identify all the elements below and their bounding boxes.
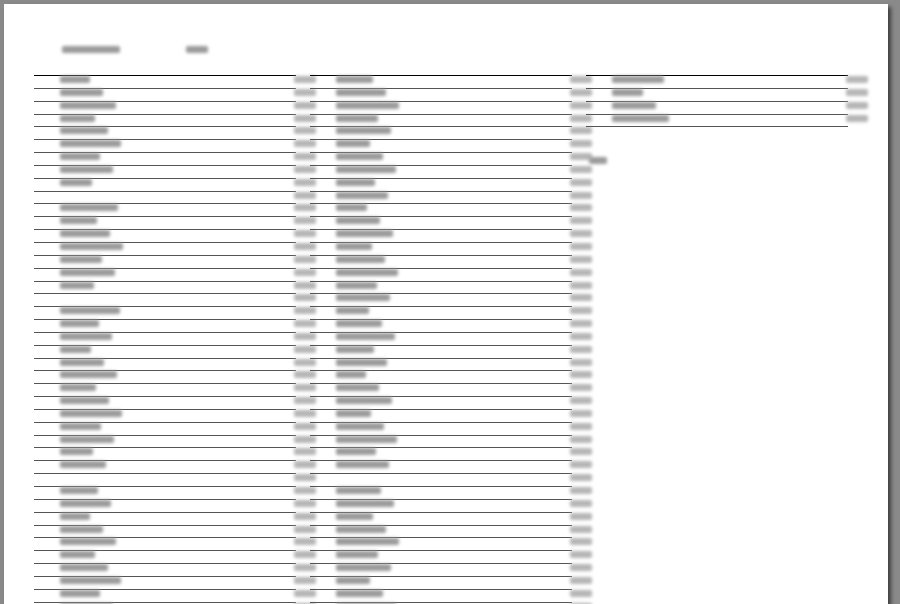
- ledger-row: [34, 346, 296, 359]
- ledger-row: [310, 256, 572, 269]
- ledger-row: [310, 192, 572, 205]
- ledger-row: [310, 538, 572, 551]
- ledger-row: [310, 140, 572, 153]
- ledger-row: [34, 179, 296, 192]
- ledger-row: [34, 564, 296, 577]
- ledger-row: [586, 115, 848, 128]
- ledger-column-1: [34, 61, 296, 604]
- ledger-row: [34, 140, 296, 153]
- ledger-row: [34, 590, 296, 603]
- ledger-row: [310, 577, 572, 590]
- ledger-row: [34, 307, 296, 320]
- ledger-row: [310, 76, 572, 89]
- ledger-row: [34, 204, 296, 217]
- ledger-row: [34, 526, 296, 539]
- ledger-row: [310, 423, 572, 436]
- ledger-row: [310, 333, 572, 346]
- ledger-row: [310, 500, 572, 513]
- ledger-row: [310, 294, 572, 307]
- ledger-row: [310, 461, 572, 474]
- ledger-row: [310, 410, 572, 423]
- ledger-row: [34, 487, 296, 500]
- column-header-row: [34, 61, 296, 76]
- ledger-row: [586, 76, 848, 89]
- ledger-row: [34, 423, 296, 436]
- ledger-row: [34, 76, 296, 89]
- ledger-row: [310, 127, 572, 140]
- ledger-row: [34, 461, 296, 474]
- ledger-row: [310, 384, 572, 397]
- ledger-row: [34, 102, 296, 115]
- ledger-row: [586, 89, 848, 102]
- ledger-row: [310, 371, 572, 384]
- ledger-row: [310, 474, 572, 487]
- ledger-row: [34, 89, 296, 102]
- ledger-row: [34, 115, 296, 128]
- ledger-row: [310, 346, 572, 359]
- ledger-row: [34, 153, 296, 166]
- ledger-row: [310, 307, 572, 320]
- ledger-row: [34, 538, 296, 551]
- ledger-row: [34, 410, 296, 423]
- column-header-row: [586, 61, 848, 76]
- ledger-row: [310, 436, 572, 449]
- ledger-row: [310, 320, 572, 333]
- ledger-row: [34, 359, 296, 372]
- ledger-row: [34, 551, 296, 564]
- ledger-row: [34, 500, 296, 513]
- ledger-row: [310, 269, 572, 282]
- header-redacted-office: [62, 44, 120, 54]
- ledger-row: [34, 269, 296, 282]
- ledger-row: [34, 320, 296, 333]
- ledger-row: [34, 513, 296, 526]
- ledger-row: [310, 551, 572, 564]
- ledger-row: [310, 153, 572, 166]
- ledger-row: [310, 166, 572, 179]
- ledger-row: [34, 333, 296, 346]
- ledger-row: [34, 166, 296, 179]
- ledger-row: [34, 371, 296, 384]
- ledger-column-3: [586, 61, 848, 127]
- ledger-row: [34, 436, 296, 449]
- ledger-row: [310, 397, 572, 410]
- ledger-row: [310, 487, 572, 500]
- report-page: [4, 4, 888, 604]
- ledger-row: [34, 577, 296, 590]
- ledger-row: [310, 102, 572, 115]
- ledger-row: [34, 256, 296, 269]
- ledger-total-row: [586, 153, 842, 167]
- ledger-row: [34, 243, 296, 256]
- ledger-row: [310, 590, 572, 603]
- ledger-row: [310, 204, 572, 217]
- ledger-row: [34, 384, 296, 397]
- ledger-row: [34, 448, 296, 461]
- ledger-row: [310, 513, 572, 526]
- ledger-row: [34, 282, 296, 295]
- ledger-row: [34, 230, 296, 243]
- ledger-row: [310, 115, 572, 128]
- ledger-row: [310, 243, 572, 256]
- ledger-column-2: [310, 61, 572, 604]
- ledger-row: [310, 230, 572, 243]
- ledger-row: [34, 397, 296, 410]
- column-header-row: [310, 61, 572, 76]
- ledger-row: [310, 179, 572, 192]
- ledger-row: [34, 217, 296, 230]
- header-redacted-name: [186, 44, 208, 54]
- ledger-row: [34, 474, 296, 487]
- ledger-row: [34, 127, 296, 140]
- ledger-row: [310, 564, 572, 577]
- ledger-row: [310, 89, 572, 102]
- ledger-row: [310, 359, 572, 372]
- ledger-row: [34, 294, 296, 307]
- ledger-row: [310, 217, 572, 230]
- ledger-row: [310, 526, 572, 539]
- ledger-row: [310, 282, 572, 295]
- ledger-row: [586, 102, 848, 115]
- ledger-row: [310, 448, 572, 461]
- ledger-row: [34, 192, 296, 205]
